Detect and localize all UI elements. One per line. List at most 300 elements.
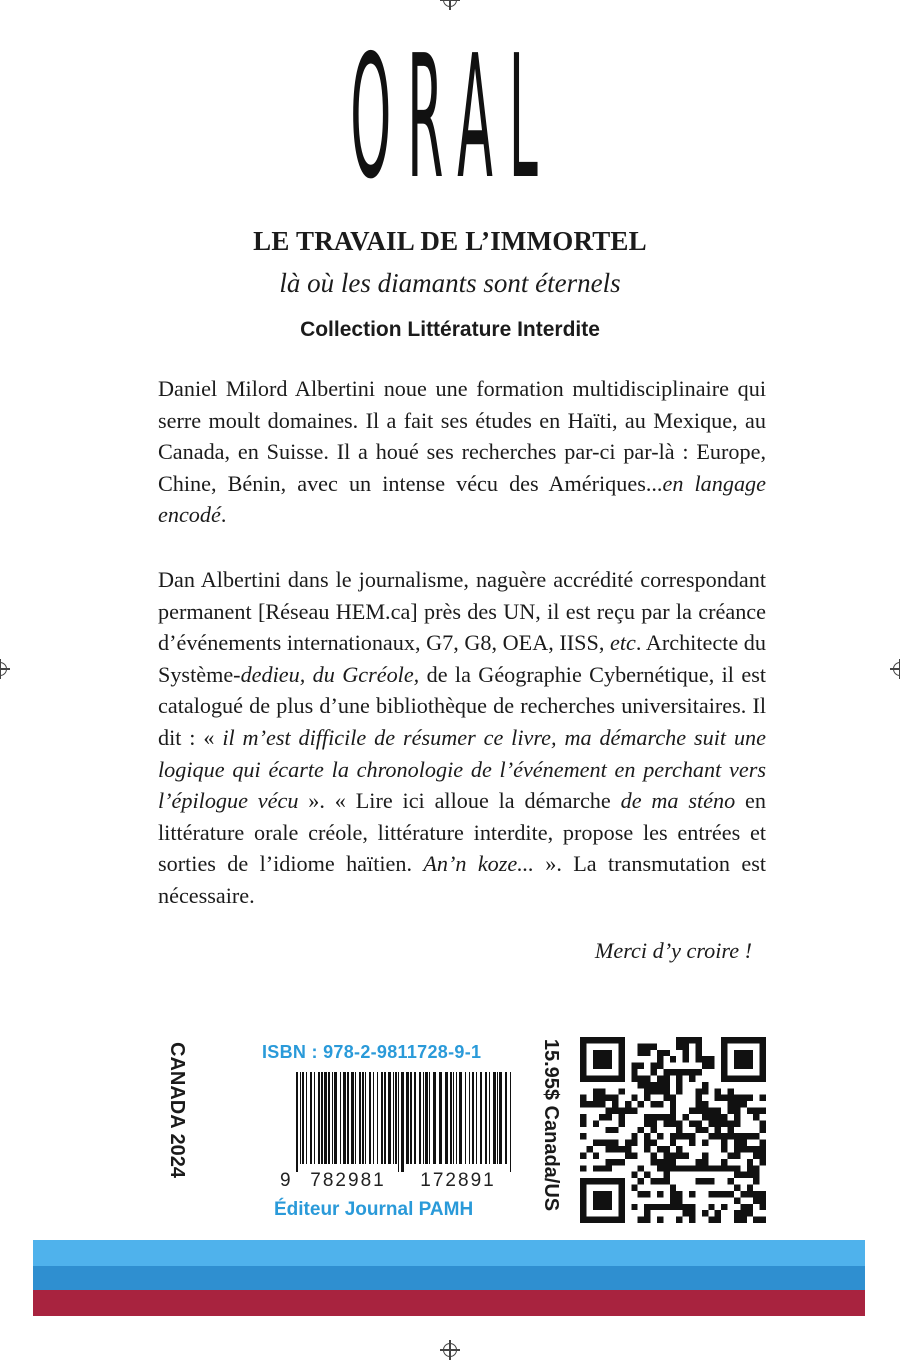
stripe-red: [33, 1290, 865, 1316]
qr-module: [606, 1050, 612, 1056]
barcode-bar: [398, 1072, 399, 1172]
qr-module: [644, 1191, 650, 1197]
qr-module: [618, 1108, 624, 1114]
barcode-bar: [453, 1072, 454, 1164]
qr-module: [670, 1185, 676, 1191]
qr-module: [734, 1075, 740, 1081]
qr-module: [753, 1197, 759, 1203]
qr-module: [695, 1165, 701, 1171]
qr-module: [740, 1217, 746, 1223]
qr-module: [740, 1050, 746, 1056]
qr-module: [670, 1165, 676, 1171]
qr-module: [638, 1082, 644, 1088]
qr-module: [593, 1075, 599, 1081]
qr-module: [618, 1159, 624, 1165]
qr-module: [760, 1127, 766, 1133]
qr-module: [747, 1165, 753, 1171]
barcode-bar: [365, 1072, 366, 1164]
qr-module: [606, 1204, 612, 1210]
qr-module: [753, 1217, 759, 1223]
qr-module: [689, 1210, 695, 1216]
barcode-digits-left: 782981: [310, 1170, 386, 1191]
qr-module: [618, 1185, 624, 1191]
qr-module: [721, 1043, 727, 1049]
barcode-bar: [332, 1072, 333, 1164]
qr-module: [593, 1191, 599, 1197]
qr-module: [593, 1197, 599, 1203]
barcode-bar: [351, 1072, 354, 1164]
qr-module: [734, 1056, 740, 1062]
qr-module: [721, 1133, 727, 1139]
qr-module: [734, 1210, 740, 1216]
text-run: Dan Albertini dans le journalisme, naguère accrédité correspondant permanent [Réseau HEM.ca] près des UN, il est reçu par la créance d’événements internationaux, G7, G8, OEA, IISS,: [158, 567, 766, 656]
qr-module: [638, 1178, 644, 1184]
qr-module: [747, 1075, 753, 1081]
stripe-blue: [33, 1266, 865, 1290]
qr-module: [715, 1114, 721, 1120]
qr-module: [760, 1108, 766, 1114]
qr-module: [676, 1120, 682, 1126]
qr-module: [734, 1101, 740, 1107]
qr-module: [663, 1178, 669, 1184]
qr-module: [644, 1095, 650, 1101]
barcode-bar: [310, 1072, 312, 1164]
qr-module: [625, 1152, 631, 1158]
barcode-bar: [388, 1072, 391, 1164]
qr-module: [670, 1108, 676, 1114]
qr-module: [760, 1095, 766, 1101]
text-run: il m’est difficile de résumer ce livre, ma démarche suit une logique qui écarte la chronologie de l’événement en perchant vers l’épilogue vécu: [158, 724, 766, 814]
qr-module: [695, 1043, 701, 1049]
qr-module: [631, 1140, 637, 1146]
qr-module: [631, 1204, 637, 1210]
qr-module: [580, 1095, 586, 1101]
qr-module: [747, 1185, 753, 1191]
qr-module: [657, 1178, 663, 1184]
qr-module: [638, 1217, 644, 1223]
qr-module: [740, 1056, 746, 1062]
barcode-bar: [381, 1072, 383, 1164]
qr-module: [702, 1063, 708, 1069]
qr-module: [612, 1095, 618, 1101]
qr-module: [606, 1197, 612, 1203]
qr-module: [715, 1108, 721, 1114]
qr-module: [606, 1095, 612, 1101]
qr-module: [580, 1101, 586, 1107]
barcode-bar: [321, 1072, 323, 1164]
collection-name: Collection Littérature Interdite: [300, 318, 600, 341]
qr-module: [618, 1178, 624, 1184]
qr-module: [606, 1063, 612, 1069]
qr-module: [715, 1127, 721, 1133]
qr-module: [580, 1114, 586, 1120]
isbn-label: ISBN : 978-2-9811728-9-1: [262, 1042, 482, 1062]
qr-module: [631, 1185, 637, 1191]
barcode-bar: [445, 1072, 448, 1164]
qr-module: [644, 1172, 650, 1178]
qr-module: [747, 1095, 753, 1101]
qr-module: [663, 1088, 669, 1094]
book-subtitle: LE TRAVAIL DE L’IMMORTEL: [253, 226, 647, 256]
text-run: dedieu, du Gcréole,: [240, 661, 420, 687]
qr-module: [695, 1056, 701, 1062]
qr-module: [644, 1133, 650, 1139]
qr-module: [747, 1063, 753, 1069]
qr-module: [663, 1114, 669, 1120]
qr-module: [631, 1075, 637, 1081]
qr-module: [593, 1063, 599, 1069]
qr-module: [753, 1172, 759, 1178]
qr-module: [708, 1056, 714, 1062]
barcode-bar: [499, 1072, 502, 1164]
qr-module: [728, 1152, 734, 1158]
qr-module: [715, 1191, 721, 1197]
qr-module: [593, 1056, 599, 1062]
qr-module: [721, 1056, 727, 1062]
qr-module: [753, 1133, 759, 1139]
qr-module: [753, 1114, 759, 1120]
qr-module: [740, 1101, 746, 1107]
barcode-bar: [324, 1072, 327, 1164]
qr-module: [612, 1140, 618, 1146]
qr-module: [580, 1050, 586, 1056]
barcode-bar: [465, 1072, 466, 1164]
qr-module: [618, 1217, 624, 1223]
text-run: .: [220, 502, 227, 528]
qr-module: [747, 1210, 753, 1216]
qr-module: [708, 1063, 714, 1069]
text-run: An’n koze...: [423, 851, 534, 877]
qr-module: [651, 1152, 657, 1158]
qr-module: [651, 1159, 657, 1165]
qr-module: [689, 1108, 695, 1114]
qr-module: [728, 1133, 734, 1139]
qr-module: [676, 1082, 682, 1088]
qr-module: [670, 1056, 676, 1062]
barcode-bars: [296, 1072, 511, 1172]
closing-line: Merci d’y croire !: [594, 938, 752, 963]
qr-module: [606, 1159, 612, 1165]
qr-module: [593, 1152, 599, 1158]
qr-module: [676, 1037, 682, 1043]
qr-module: [760, 1050, 766, 1056]
barcode-bar: [476, 1072, 477, 1164]
qr-module: [740, 1095, 746, 1101]
qr-module: [683, 1114, 689, 1120]
qr-module: [612, 1108, 618, 1114]
qr-module: [618, 1088, 624, 1094]
qr-module: [708, 1178, 714, 1184]
barcode-bar: [318, 1072, 320, 1164]
qr-module: [612, 1075, 618, 1081]
qr-module: [676, 1133, 682, 1139]
qr-module: [747, 1204, 753, 1210]
qr-module: [631, 1133, 637, 1139]
qr-module: [683, 1210, 689, 1216]
qr-module: [683, 1204, 689, 1210]
qr-module: [702, 1114, 708, 1120]
qr-module: [651, 1082, 657, 1088]
qr-module: [728, 1165, 734, 1171]
qr-module: [586, 1178, 592, 1184]
qr-module: [657, 1191, 663, 1197]
qr-module: [708, 1191, 714, 1197]
qr-module: [651, 1088, 657, 1094]
qr-module: [734, 1114, 740, 1120]
qr-module: [715, 1088, 721, 1094]
qr-module: [670, 1120, 676, 1126]
qr-module: [580, 1185, 586, 1191]
qr-module: [638, 1063, 644, 1069]
qr-module: [580, 1056, 586, 1062]
qr-module: [753, 1108, 759, 1114]
qr-module: [599, 1197, 605, 1203]
qr-module: [689, 1217, 695, 1223]
qr-module: [670, 1133, 676, 1139]
barcode-bar: [347, 1072, 349, 1164]
qr-module: [740, 1140, 746, 1146]
barcode-bar: [340, 1072, 341, 1164]
barcode-bar: [472, 1072, 474, 1164]
qr-module: [580, 1165, 586, 1171]
qr-module: [606, 1075, 612, 1081]
qr-module: [734, 1217, 740, 1223]
qr-module: [753, 1037, 759, 1043]
qr-code-modules: [580, 1037, 766, 1223]
qr-module: [580, 1197, 586, 1203]
qr-module: [663, 1095, 669, 1101]
qr-module: [715, 1133, 721, 1139]
qr-module: [657, 1050, 663, 1056]
qr-module: [702, 1140, 708, 1146]
qr-module: [670, 1069, 676, 1075]
qr-module: [676, 1204, 682, 1210]
book-title-text: ORAL: [350, 48, 554, 198]
qr-module: [740, 1133, 746, 1139]
qr-module: [657, 1101, 663, 1107]
qr-module: [734, 1120, 740, 1126]
qr-module: [580, 1204, 586, 1210]
qr-module: [734, 1165, 740, 1171]
qr-module: [663, 1159, 669, 1165]
qr-module: [618, 1069, 624, 1075]
qr-module: [708, 1108, 714, 1114]
barcode-bar: [414, 1072, 416, 1164]
text-run: ». « Lire ici alloue la démarche: [298, 788, 621, 814]
qr-module: [606, 1191, 612, 1197]
qr-module: [670, 1101, 676, 1107]
qr-module: [670, 1159, 676, 1165]
barcode-bar: [395, 1072, 397, 1164]
qr-module: [721, 1204, 727, 1210]
qr-code: [580, 1037, 766, 1223]
qr-module: [721, 1037, 727, 1043]
qr-module: [740, 1146, 746, 1152]
qr-module: [599, 1165, 605, 1171]
qr-module: [644, 1114, 650, 1120]
qr-module: [728, 1095, 734, 1101]
qr-module: [638, 1043, 644, 1049]
qr-module: [670, 1197, 676, 1203]
qr-module: [740, 1204, 746, 1210]
qr-module: [651, 1101, 657, 1107]
qr-module: [728, 1191, 734, 1197]
qr-module: [644, 1082, 650, 1088]
qr-module: [618, 1210, 624, 1216]
qr-module: [702, 1108, 708, 1114]
qr-module: [760, 1069, 766, 1075]
qr-module: [593, 1050, 599, 1056]
stripe-light-blue: [33, 1240, 865, 1266]
barcode-bar: [373, 1072, 374, 1164]
qr-module: [676, 1146, 682, 1152]
qr-module: [580, 1037, 586, 1043]
qr-module: [760, 1043, 766, 1049]
barcode-bar: [425, 1072, 428, 1164]
qr-module: [651, 1043, 657, 1049]
text-run: en langage encodé: [158, 470, 766, 528]
qr-module: [740, 1172, 746, 1178]
qr-module: [740, 1210, 746, 1216]
qr-module: [683, 1056, 689, 1062]
qr-module: [760, 1204, 766, 1210]
qr-module: [734, 1108, 740, 1114]
qr-module: [586, 1037, 592, 1043]
qr-module: [631, 1172, 637, 1178]
qr-module: [593, 1101, 599, 1107]
barcode-bar: [384, 1072, 386, 1164]
qr-module: [638, 1127, 644, 1133]
barcode-bar: [439, 1072, 442, 1164]
qr-module: [599, 1140, 605, 1146]
barcode-bar: [314, 1072, 315, 1164]
qr-module: [593, 1037, 599, 1043]
qr-module: [728, 1178, 734, 1184]
qr-module: [638, 1050, 644, 1056]
qr-module: [670, 1140, 676, 1146]
qr-module: [670, 1095, 676, 1101]
barcode-bar: [459, 1072, 462, 1164]
qr-module: [753, 1178, 759, 1184]
qr-module: [670, 1114, 676, 1120]
barcode-bar: [300, 1072, 301, 1164]
qr-module: [702, 1056, 708, 1062]
qr-module: [676, 1043, 682, 1049]
qr-module: [631, 1152, 637, 1158]
qr-module: [747, 1108, 753, 1114]
qr-module: [580, 1069, 586, 1075]
price-label: 15.95$ Canada/US: [540, 1038, 562, 1212]
qr-module: [689, 1191, 695, 1197]
qr-module: [580, 1043, 586, 1049]
qr-module: [580, 1120, 586, 1126]
qr-module: [644, 1204, 650, 1210]
qr-module: [721, 1075, 727, 1081]
qr-module: [676, 1152, 682, 1158]
qr-module: [728, 1088, 734, 1094]
qr-module: [663, 1204, 669, 1210]
qr-module: [670, 1204, 676, 1210]
qr-module: [728, 1108, 734, 1114]
barcode-digit-first: 9: [280, 1170, 291, 1191]
qr-module: [599, 1114, 605, 1120]
qr-module: [728, 1120, 734, 1126]
qr-module: [747, 1037, 753, 1043]
barcode-bar: [480, 1072, 482, 1164]
publisher-label: Éditeur Journal PAMH: [274, 1199, 474, 1220]
qr-module: [702, 1178, 708, 1184]
qr-module: [606, 1127, 612, 1133]
barcode-bar: [433, 1072, 436, 1164]
qr-module: [721, 1146, 727, 1152]
qr-module: [747, 1146, 753, 1152]
qr-module: [676, 1069, 682, 1075]
qr-module: [676, 1088, 682, 1094]
qr-module: [734, 1146, 740, 1152]
qr-module: [702, 1159, 708, 1165]
qr-module: [631, 1108, 637, 1114]
barcode-bar: [369, 1072, 371, 1164]
qr-module: [651, 1114, 657, 1120]
qr-module: [618, 1056, 624, 1062]
qr-module: [689, 1120, 695, 1126]
country-year-label: CANADA 2024: [166, 1042, 188, 1178]
qr-module: [593, 1178, 599, 1184]
qr-module: [644, 1217, 650, 1223]
qr-module: [721, 1114, 727, 1120]
qr-module: [702, 1101, 708, 1107]
qr-module: [599, 1178, 605, 1184]
qr-module: [683, 1165, 689, 1171]
qr-module: [702, 1082, 708, 1088]
qr-module: [695, 1178, 701, 1184]
qr-module: [747, 1191, 753, 1197]
qr-module: [753, 1146, 759, 1152]
qr-module: [740, 1191, 746, 1197]
qr-module: [606, 1140, 612, 1146]
qr-module: [734, 1050, 740, 1056]
barcode-bar: [393, 1072, 394, 1164]
qr-module: [721, 1165, 727, 1171]
qr-module: [702, 1152, 708, 1158]
qr-module: [625, 1140, 631, 1146]
qr-module: [702, 1127, 708, 1133]
qr-module: [644, 1075, 650, 1081]
qr-module: [580, 1191, 586, 1197]
qr-module: [689, 1075, 695, 1081]
barcode-bar: [485, 1072, 487, 1164]
qr-module: [657, 1146, 663, 1152]
qr-module: [676, 1191, 682, 1197]
qr-module: [593, 1120, 599, 1126]
qr-module: [734, 1133, 740, 1139]
qr-module: [644, 1088, 650, 1094]
qr-module: [715, 1120, 721, 1126]
qr-module: [657, 1114, 663, 1120]
text-run: . Architecte du Système-: [158, 630, 766, 687]
qr-module: [638, 1101, 644, 1107]
qr-module: [586, 1101, 592, 1107]
qr-module: [695, 1101, 701, 1107]
qr-module: [708, 1114, 714, 1120]
qr-module: [740, 1075, 746, 1081]
qr-module: [618, 1063, 624, 1069]
qr-module: [599, 1050, 605, 1056]
qr-module: [586, 1217, 592, 1223]
qr-module: [593, 1217, 599, 1223]
qr-module: [734, 1185, 740, 1191]
qr-module: [747, 1056, 753, 1062]
